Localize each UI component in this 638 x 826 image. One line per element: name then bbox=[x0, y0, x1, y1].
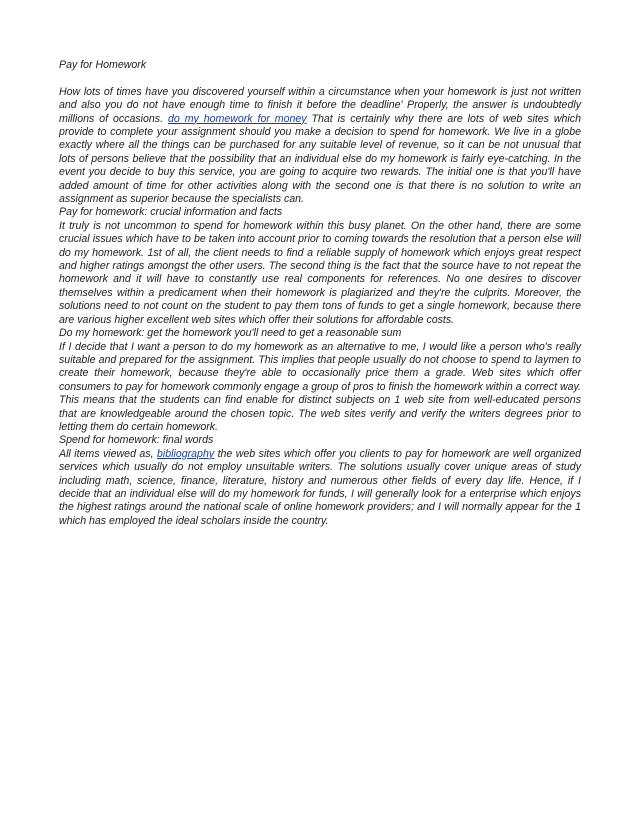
final-paragraph bbox=[59, 448, 581, 528]
reasonable-paragraph: If I decide that I want a person to do my homework as an alternative to me, I would like a person who's really suitable and prepared for the assignment. This implies that people usually do not choose to spend to laymen to create their homework, because they're able to occasionally price them a grade. Web sites which offer consumers to pay for homework commonly engage a group of pros to finish the homework within a correct way. This means that the students can find enable for distinct subjects on 1 web site from well-educated persons that are knowledgeable around the chosen topic. The web sites verify and verify the writers degrees prior to letting them do certain homework. bbox=[59, 340, 581, 433]
final-text-start: All items viewed as, bbox=[59, 447, 157, 460]
document-title: Pay for Homework bbox=[59, 59, 147, 71]
crucial-paragraph: It truly is not uncommon to spend for homework within this busy planet. On the other hand, there are some crucial issues which have to be taken into account prior to coming towards the resolution that a person else will do my homework. 1st of all, the client needs to find a reliable supply of homework which enjoys great respect and higher ratings amongst the other users. The second thing is the fact that the source have to not repeat the homework and it will have to constantly use real components for references. No one desires to discover themselves within a predicament when their homework is plagiarized and they're the culprits. Moreover, the solutions need to not count on the student to pay them tons of funds to get a single homework, because there are various higher excellent web sites which offer their solutions for affordable costs. bbox=[59, 219, 581, 326]
final-text-end: the web sites which offer you clients to pay for homework are well organized services which usually do not employ unsuitable writers. The solutions usually cover unique areas of study including math, science, finance, literature, history and numerous other fields of every day life. Hence, if I decide that an individual else will do my homework for funds, I will generally look for a enterprise which enjoys the highest ratings around the national scale of online homework providers; and I will normally appear for the 1 which has employed the ideal scholars inside the country. bbox=[59, 447, 581, 527]
section-heading-reasonable: Do my homework: get the homework you'll need to get a reasonable sum bbox=[59, 327, 402, 340]
section-heading-final: Spend for homework: final words bbox=[59, 434, 214, 447]
intro-paragraph bbox=[59, 86, 581, 207]
bibliography-link[interactable]: bibliography bbox=[157, 447, 215, 460]
section-heading-crucial: Pay for homework: crucial information and facts bbox=[59, 206, 283, 219]
document-page bbox=[59, 59, 581, 528]
intro-text-start: How lots of times have you discovered yourself within a circumstance when your homework is just not written and also you do not have enough time to finish it before the deadline' Properly, the answer is undoubtedly millions of occasions. bbox=[59, 85, 581, 125]
intro-text-end: That is certainly why there are lots of web sites which provide to complete your assignment should you make a decision to spend for homework. We live in a globe exactly where all the things can be purchased for any suitable level of revenue, so it can be not unusual that lots of persons believe that the possibility that an individual else do my homework is fairly eye-catching. In the event you decide to buy this service, you are going to acquire two rewards. The initial one is that you'll have added amount of time for other activities along with the second one is that there is no solution to write an assignment as superior because the specialists can. bbox=[59, 112, 581, 206]
homework-money-link[interactable]: do my homework for money bbox=[167, 112, 307, 125]
